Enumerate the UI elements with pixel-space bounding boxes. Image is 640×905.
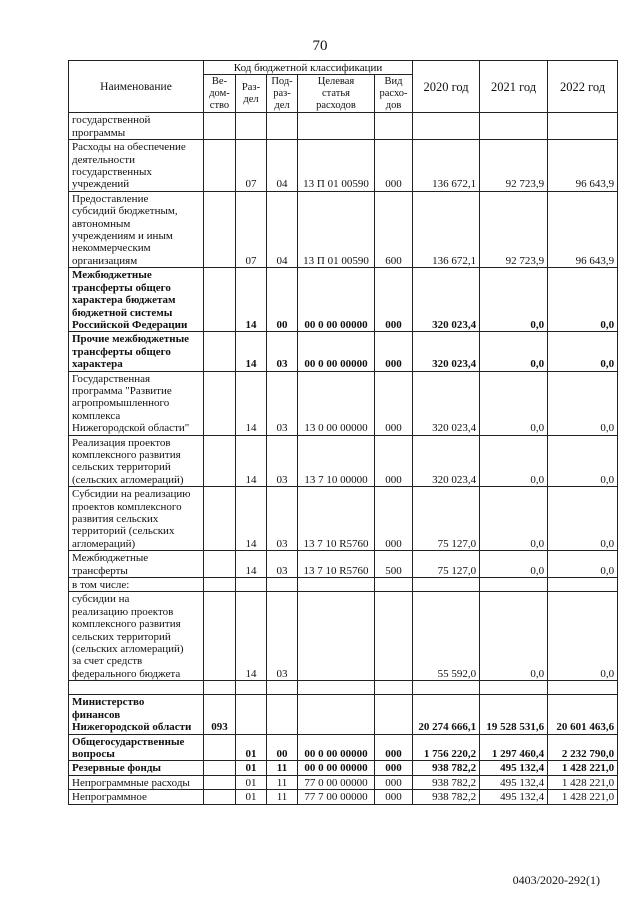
row-razdel: 14 xyxy=(236,435,267,487)
row-amount-2020: 320 023,4 xyxy=(413,371,480,435)
row-podrazdel: 11 xyxy=(267,790,298,804)
row-name-line: Резервные фонды xyxy=(72,762,161,775)
header-podrazdel: Под- раз- дел xyxy=(267,75,298,113)
row-amount-2022: 0,0 xyxy=(548,371,618,435)
row-name xyxy=(69,761,204,775)
row-vr xyxy=(375,578,413,592)
row-csr: 13 7 10 R5760 xyxy=(298,551,375,578)
row-razdel: 07 xyxy=(236,140,267,192)
row-amount-2020: 55 592,0 xyxy=(413,592,480,681)
row-amount-2022: 0,0 xyxy=(548,551,618,578)
row-ved xyxy=(204,734,236,761)
row-ved xyxy=(204,191,236,267)
row-amount-2022: 1 428 221,0 xyxy=(548,761,618,775)
row-name-line: Нижегородской области xyxy=(72,721,192,734)
row-amount-2022: 0,0 xyxy=(548,268,618,332)
row-name xyxy=(69,191,204,267)
row-name-line: учреждениям и иным xyxy=(72,230,173,243)
row-podrazdel: 03 xyxy=(267,332,298,371)
row-csr xyxy=(298,113,375,140)
row-razdel xyxy=(236,695,267,734)
table-row xyxy=(69,435,618,487)
row-amount-2021: 0,0 xyxy=(480,551,548,578)
row-amount-2021: 0,0 xyxy=(480,435,548,487)
row-ved xyxy=(204,371,236,435)
row-vr: 000 xyxy=(375,371,413,435)
row-razdel: 14 xyxy=(236,268,267,332)
row-name-line: Расходы на обеспечение xyxy=(72,141,186,154)
row-amount-2020: 75 127,0 xyxy=(413,487,480,551)
row-name-line: финансов xyxy=(72,708,121,721)
row-name-line: комплекса xyxy=(72,409,121,422)
row-vr xyxy=(375,681,413,695)
row-vr xyxy=(375,592,413,681)
row-name-line: агломераций) xyxy=(72,537,136,550)
row-name-line: Субсидии на реализацию xyxy=(72,488,191,501)
row-podrazdel xyxy=(267,695,298,734)
row-name xyxy=(69,775,204,789)
row-podrazdel: 04 xyxy=(267,191,298,267)
row-name xyxy=(69,113,204,140)
row-podrazdel: 03 xyxy=(267,487,298,551)
row-amount-2020: 320 023,4 xyxy=(413,268,480,332)
row-podrazdel: 11 xyxy=(267,775,298,789)
row-name-line: автономным xyxy=(72,217,131,230)
row-name-line: сельских территорий xyxy=(72,461,171,474)
row-csr xyxy=(298,695,375,734)
row-amount-2022: 0,0 xyxy=(548,435,618,487)
row-name-line: проектов комплексного xyxy=(72,500,182,513)
row-amount-2020: 20 274 666,1 xyxy=(413,695,480,734)
row-amount-2020: 938 782,2 xyxy=(413,761,480,775)
row-amount-2022 xyxy=(548,681,618,695)
row-name-line: в том числе: xyxy=(72,579,130,592)
row-name xyxy=(69,578,204,592)
row-name xyxy=(69,592,204,681)
row-name xyxy=(69,435,204,487)
row-razdel: 14 xyxy=(236,551,267,578)
row-name-line: деятельности xyxy=(72,153,135,166)
row-name-line: комплексного развития xyxy=(72,448,181,461)
row-amount-2021: 495 132,4 xyxy=(480,790,548,804)
row-name-line: характера бюджетам xyxy=(72,294,176,307)
row-ved xyxy=(204,681,236,695)
row-amount-2021: 0,0 xyxy=(480,487,548,551)
table-row xyxy=(69,592,618,681)
row-razdel xyxy=(236,578,267,592)
row-csr: 13 П 01 00590 xyxy=(298,191,375,267)
row-podrazdel: 03 xyxy=(267,435,298,487)
row-amount-2021: 495 132,4 xyxy=(480,761,548,775)
row-amount-2021: 92 723,9 xyxy=(480,191,548,267)
row-amount-2022: 96 643,9 xyxy=(548,191,618,267)
row-ved xyxy=(204,113,236,140)
row-podrazdel: 03 xyxy=(267,592,298,681)
row-amount-2021: 92 723,9 xyxy=(480,140,548,192)
table-body xyxy=(69,113,618,804)
row-vr: 600 xyxy=(375,191,413,267)
row-name-line: учреждений xyxy=(72,178,130,191)
row-amount-2020: 75 127,0 xyxy=(413,551,480,578)
row-name-line: государственной xyxy=(72,114,151,127)
row-csr: 13 0 00 00000 xyxy=(298,371,375,435)
row-ved xyxy=(204,332,236,371)
header-year-2020: 2020 год xyxy=(413,61,480,113)
row-razdel: 01 xyxy=(236,761,267,775)
row-ved xyxy=(204,435,236,487)
row-name-line: Государственная xyxy=(72,372,151,385)
row-razdel: 14 xyxy=(236,487,267,551)
table-row xyxy=(69,191,618,267)
row-vr: 500 xyxy=(375,551,413,578)
row-amount-2021: 19 528 531,6 xyxy=(480,695,548,734)
row-name-line: Межбюджетные xyxy=(72,552,149,565)
row-podrazdel xyxy=(267,681,298,695)
row-csr: 00 0 00 00000 xyxy=(298,734,375,761)
row-podrazdel: 04 xyxy=(267,140,298,192)
row-ved xyxy=(204,790,236,804)
row-name xyxy=(69,332,204,371)
row-ved xyxy=(204,140,236,192)
row-razdel: 07 xyxy=(236,191,267,267)
table-row xyxy=(69,487,618,551)
row-podrazdel xyxy=(267,113,298,140)
row-razdel: 01 xyxy=(236,775,267,789)
row-amount-2022: 1 428 221,0 xyxy=(548,790,618,804)
row-podrazdel: 11 xyxy=(267,761,298,775)
row-name-line: Нижегородской области" xyxy=(72,422,190,435)
row-name-line: территорий (сельских xyxy=(72,525,175,538)
row-ved xyxy=(204,551,236,578)
row-amount-2022: 20 601 463,6 xyxy=(548,695,618,734)
row-amount-2020: 136 672,1 xyxy=(413,140,480,192)
row-razdel: 14 xyxy=(236,332,267,371)
row-podrazdel: 03 xyxy=(267,551,298,578)
row-name xyxy=(69,487,204,551)
row-name-line: Общегосударственные xyxy=(72,735,185,748)
row-name-line: Российской Федерации xyxy=(72,318,188,331)
table-row xyxy=(69,140,618,192)
row-name-line: Прочие межбюджетные xyxy=(72,333,190,346)
row-amount-2021 xyxy=(480,681,548,695)
row-name-line: государственных xyxy=(72,166,152,179)
row-csr: 00 0 00 00000 xyxy=(298,761,375,775)
table-row xyxy=(69,775,618,789)
row-amount-2020 xyxy=(413,113,480,140)
row-amount-2020: 320 023,4 xyxy=(413,332,480,371)
row-amount-2021: 0,0 xyxy=(480,371,548,435)
row-name-line: организациям xyxy=(72,254,138,267)
row-name-line: (сельских агломераций) xyxy=(72,473,184,486)
row-amount-2020 xyxy=(413,578,480,592)
table-row xyxy=(69,695,618,734)
row-name-line: характера xyxy=(72,358,123,371)
row-amount-2020: 136 672,1 xyxy=(413,191,480,267)
row-vr: 000 xyxy=(375,140,413,192)
row-amount-2020 xyxy=(413,681,480,695)
table-row xyxy=(69,268,618,332)
header-code-group: Код бюджетной классификации xyxy=(204,61,413,75)
table-row xyxy=(69,113,618,140)
row-name-line: трансферты xyxy=(72,564,128,577)
row-amount-2022: 96 643,9 xyxy=(548,140,618,192)
row-name-line: трансферты общего xyxy=(72,345,171,358)
table-row xyxy=(69,681,618,695)
row-amount-2022 xyxy=(548,113,618,140)
row-csr: 00 0 00 00000 xyxy=(298,332,375,371)
header-year-2021: 2021 год xyxy=(480,61,548,113)
row-csr: 13 П 01 00590 xyxy=(298,140,375,192)
document-code: 0403/2020-292(1) xyxy=(512,873,600,887)
row-amount-2021: 495 132,4 xyxy=(480,775,548,789)
row-vr: 000 xyxy=(375,435,413,487)
row-razdel xyxy=(236,681,267,695)
row-name-line: за счет средств xyxy=(72,655,143,668)
row-podrazdel: 00 xyxy=(267,734,298,761)
header-vr: Вид расхо- дов xyxy=(375,75,413,113)
row-name-line: Межбюджетные xyxy=(72,269,152,282)
row-amount-2022: 0,0 xyxy=(548,592,618,681)
row-name-line: субсидии на xyxy=(72,593,130,606)
row-name xyxy=(69,371,204,435)
row-name xyxy=(69,695,204,734)
row-razdel: 01 xyxy=(236,734,267,761)
row-name-line: программа "Развитие xyxy=(72,384,172,397)
row-vr xyxy=(375,113,413,140)
row-name-line: бюджетной системы xyxy=(72,306,173,319)
row-name xyxy=(69,681,204,695)
row-amount-2022: 1 428 221,0 xyxy=(548,775,618,789)
row-amount-2021: 0,0 xyxy=(480,592,548,681)
row-name-line: Непрограммное xyxy=(72,791,147,804)
row-name-line: некоммерческим xyxy=(72,242,151,255)
row-csr: 13 7 10 R5760 xyxy=(298,487,375,551)
row-name-line: (сельских агломераций) xyxy=(72,643,184,656)
row-csr: 77 0 00 00000 xyxy=(298,775,375,789)
table-row xyxy=(69,734,618,761)
row-razdel xyxy=(236,113,267,140)
table-row xyxy=(69,790,618,804)
row-vr xyxy=(375,695,413,734)
row-name xyxy=(69,790,204,804)
header-year-2022: 2022 год xyxy=(548,61,618,113)
row-csr xyxy=(298,578,375,592)
row-csr xyxy=(298,592,375,681)
row-amount-2020: 938 782,2 xyxy=(413,790,480,804)
row-vr: 000 xyxy=(375,734,413,761)
row-name-line: программы xyxy=(72,126,126,139)
table-row xyxy=(69,761,618,775)
row-csr xyxy=(298,681,375,695)
row-ved xyxy=(204,578,236,592)
row-name-line: развития сельских xyxy=(72,513,159,525)
row-razdel: 14 xyxy=(236,592,267,681)
header-ved: Ве- дом- ство xyxy=(204,75,236,113)
row-vr: 000 xyxy=(375,761,413,775)
row-csr: 77 7 00 00000 xyxy=(298,790,375,804)
row-name xyxy=(69,551,204,578)
row-razdel: 14 xyxy=(236,371,267,435)
row-name-line: агропромышленного xyxy=(72,397,170,410)
row-ved xyxy=(204,592,236,681)
row-vr: 000 xyxy=(375,487,413,551)
table-row xyxy=(69,332,618,371)
row-podrazdel xyxy=(267,578,298,592)
row-name-line: Предоставление xyxy=(72,192,149,205)
row-amount-2022 xyxy=(548,578,618,592)
row-vr: 000 xyxy=(375,268,413,332)
row-amount-2021: 0,0 xyxy=(480,332,548,371)
row-name xyxy=(69,268,204,332)
row-amount-2021 xyxy=(480,113,548,140)
row-name-line: трансферты общего xyxy=(72,281,171,294)
row-vr: 000 xyxy=(375,790,413,804)
row-ved xyxy=(204,487,236,551)
header-csr: Целевая статья расходов xyxy=(298,75,375,113)
row-vr: 000 xyxy=(375,332,413,371)
row-amount-2020: 320 023,4 xyxy=(413,435,480,487)
row-name xyxy=(69,140,204,192)
row-amount-2021: 0,0 xyxy=(480,268,548,332)
table-row xyxy=(69,371,618,435)
row-amount-2021: 1 297 460,4 xyxy=(480,734,548,761)
row-amount-2020: 1 756 220,2 xyxy=(413,734,480,761)
table-row xyxy=(69,551,618,578)
row-podrazdel: 03 xyxy=(267,371,298,435)
header-name: Наименование xyxy=(69,61,204,113)
row-name-line: Непрограммные расходы xyxy=(72,776,190,789)
row-name-line: Реализация проектов xyxy=(72,436,171,449)
row-csr: 13 7 10 00000 xyxy=(298,435,375,487)
row-csr: 00 0 00 00000 xyxy=(298,268,375,332)
row-ved: 093 xyxy=(204,695,236,734)
row-ved xyxy=(204,761,236,775)
row-amount-2022: 0,0 xyxy=(548,332,618,371)
row-vr: 000 xyxy=(375,775,413,789)
row-ved xyxy=(204,775,236,789)
row-name-line: субсидий бюджетным, xyxy=(72,205,178,218)
budget-table xyxy=(68,60,618,805)
page-number: 70 xyxy=(312,38,328,54)
row-razdel: 01 xyxy=(236,790,267,804)
row-name-line: реализацию проектов xyxy=(72,605,174,618)
row-name-line: сельских территорий xyxy=(72,630,171,643)
table-header xyxy=(69,61,618,113)
header-razdel: Раз- дел xyxy=(236,75,267,113)
row-podrazdel: 00 xyxy=(267,268,298,332)
row-amount-2022: 2 232 790,0 xyxy=(548,734,618,761)
row-amount-2022: 0,0 xyxy=(548,487,618,551)
row-name-line: федерального бюджета xyxy=(72,667,181,680)
row-name-line: комплексного развития xyxy=(72,618,181,631)
row-amount-2021 xyxy=(480,578,548,592)
row-amount-2020: 938 782,2 xyxy=(413,775,480,789)
row-name-line: Министерство xyxy=(72,696,145,709)
row-name-line: вопросы xyxy=(72,747,115,760)
table-row xyxy=(69,578,618,592)
row-name xyxy=(69,734,204,761)
row-ved xyxy=(204,268,236,332)
